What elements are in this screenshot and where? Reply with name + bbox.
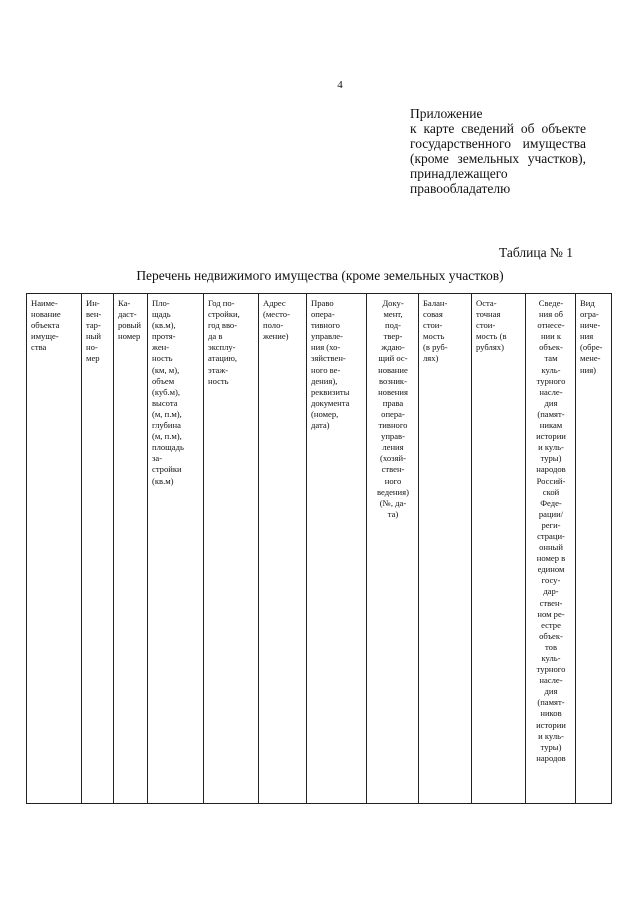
- header-cell-encumbrance: Вид огра- ниче- ния (обре- мене- ния): [576, 294, 612, 804]
- property-table: [26, 293, 612, 804]
- appendix-heading: Приложение: [410, 106, 483, 121]
- header-cell-year-built: Год по- стройки, год вво- да в эксплу- атацию, этаж- ность: [204, 294, 259, 804]
- header-cell-cultural-heritage: Сведе- ния об отнесе- нии к объек- там куль- турного насле- дия (памят- никам истории и куль- туры) народов Россий- ской Феде- рации/ реги- страци- онный номер в едином госу- дар- ствен- ном ре- естре объек- тов куль- турного насле- дия (памят- ников истории и куль- туры) народов: [526, 294, 576, 804]
- header-cell-name: Наиме- нование объекта имуще- ства: [27, 294, 82, 804]
- page-number: 4: [337, 79, 343, 91]
- appendix-text: к карте сведений об объекте государственного имущества (кроме земельных участков), принадлежащего правообладателю: [410, 121, 586, 196]
- header-cell-residual-value: Оста- точная стои- мость (в рублях): [472, 294, 526, 804]
- header-cell-basis-document: Доку- мент, под- твер- ждаю- щий ос- нование возник- новения права опера- тивного управ- ления (хозяй- ствен- ного ведения) (№, да- та): [367, 294, 419, 804]
- header-cell-book-value: Балан- совая стои- мость (в руб- лях): [419, 294, 472, 804]
- header-cell-area: Пло- щадь (кв.м), протя- жен- ность (км, м), объем (куб.м), высота (м, п.м), глубина (м, п.м), площадь за- стройки (кв.м): [148, 294, 204, 804]
- table-title: Перечень недвижимого имущества (кроме земельных участков): [136, 268, 504, 283]
- header-cell-address: Адрес (место- поло- жение): [259, 294, 307, 804]
- table-number: Таблица № 1: [499, 245, 573, 260]
- appendix-header: [410, 106, 586, 196]
- header-cell-cadastral-number: Ка- даст- ровый номер: [114, 294, 148, 804]
- header-cell-inventory-number: Ин- вен- тар- ный но- мер: [82, 294, 114, 804]
- header-cell-management-right: Право опера- тивного управле- ния (хо- зяйствен- ного ве- дения), реквизиты документа (номер, дата): [307, 294, 367, 804]
- table-header-row: [27, 294, 612, 804]
